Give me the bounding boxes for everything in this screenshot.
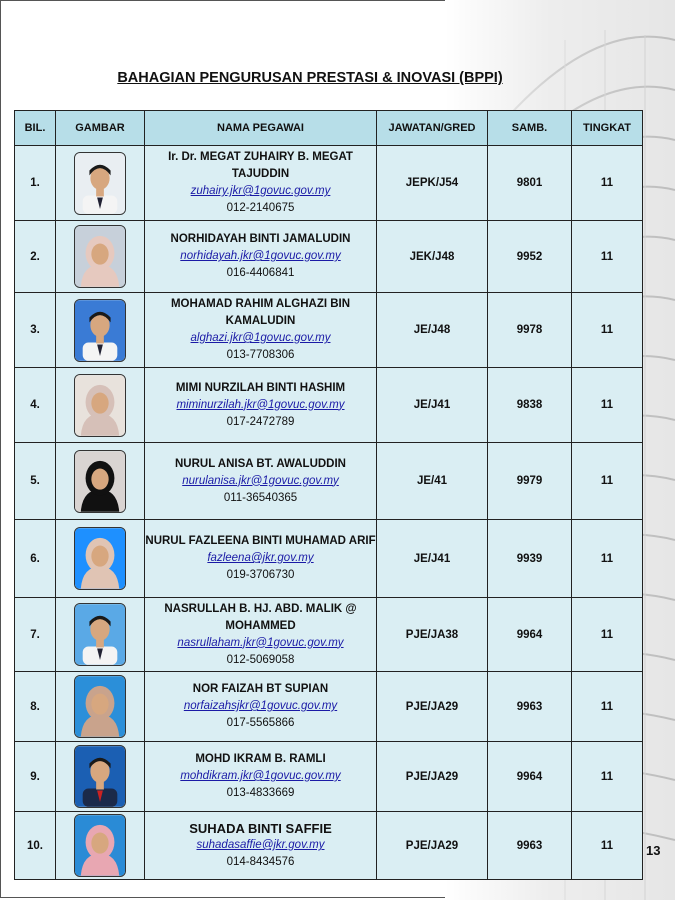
name-cell: [145, 598, 377, 672]
photo-cell: [56, 598, 145, 672]
photo-cell: [56, 221, 145, 293]
grade-cell: JE/41: [377, 443, 488, 520]
row-number: 3.: [15, 293, 56, 368]
staff-email-link[interactable]: suhadasaffie@jkr.gov.my: [196, 839, 325, 851]
staff-photo: [74, 675, 126, 738]
staff-email-link[interactable]: zuhairy.jkr@1govuc.gov.my: [190, 185, 331, 197]
extension-cell: 9979: [488, 443, 572, 520]
row-number: 8.: [15, 672, 56, 742]
staff-photo: [74, 225, 126, 288]
table-row: [15, 520, 643, 598]
staff-phone: 016-4406841: [226, 267, 295, 279]
staff-name: MOHAMAD RAHIM ALGHAZI BIN KAMALUDIN: [170, 298, 351, 327]
staff-phone: 011-36540365: [223, 491, 298, 504]
staff-email-link[interactable]: norhidayah.jkr@1govuc.gov.my: [180, 250, 341, 262]
extension-cell: 9952: [488, 221, 572, 293]
staff-photo: [74, 814, 126, 877]
grade-cell: JE/J48: [377, 293, 488, 368]
staff-name: MOHD IKRAM B. RAMLI: [195, 753, 326, 765]
row-number: 9.: [15, 742, 56, 812]
staff-photo: [74, 527, 126, 590]
grade-cell: JEK/J48: [377, 221, 488, 293]
staff-email-link[interactable]: alghazi.jkr@1govuc.gov.my: [190, 332, 331, 344]
table-row: [15, 742, 643, 812]
staff-email-link[interactable]: nurulanisa.jkr@1govuc.gov.my: [182, 474, 339, 487]
photo-cell: [56, 443, 145, 520]
extension-cell: 9963: [488, 672, 572, 742]
column-header-grade: JAWATAN/GRED: [377, 111, 488, 146]
table-row: [15, 443, 643, 520]
extension-cell: 9978: [488, 293, 572, 368]
table-row: [15, 672, 643, 742]
name-cell: [145, 812, 377, 880]
staff-phone: 013-7708306: [226, 349, 295, 361]
name-cell: [145, 520, 377, 598]
column-header-extension: SAMB.: [488, 111, 572, 146]
floor-cell: 11: [572, 520, 643, 598]
staff-email-link[interactable]: fazleena@jkr.gov.my: [207, 552, 314, 564]
extension-cell: 9963: [488, 812, 572, 880]
staff-phone: 012-2140675: [226, 202, 295, 214]
name-cell: [145, 368, 377, 443]
table-row: [15, 146, 643, 221]
staff-table: [14, 110, 643, 880]
extension-cell: 9939: [488, 520, 572, 598]
table-row: [15, 221, 643, 293]
photo-cell: [56, 293, 145, 368]
name-cell: [145, 221, 377, 293]
staff-email-link[interactable]: miminurzilah.jkr@1govuc.gov.my: [176, 398, 345, 411]
row-number: 5.: [15, 443, 56, 520]
column-header-name: NAMA PEGAWAI: [145, 111, 377, 146]
photo-cell: [56, 812, 145, 880]
extension-cell: 9964: [488, 742, 572, 812]
staff-name: NOR FAIZAH BT SUPIAN: [192, 683, 329, 695]
floor-cell: 11: [572, 443, 643, 520]
table-row: [15, 368, 643, 443]
photo-cell: [56, 742, 145, 812]
grade-cell: PJE/JA29: [377, 672, 488, 742]
name-cell: [145, 672, 377, 742]
grade-cell: JE/J41: [377, 520, 488, 598]
staff-name: NURUL FAZLEENA BINTI MUHAMAD ARIF: [145, 535, 376, 547]
column-header-no: BIL.: [15, 111, 56, 146]
extension-cell: 9838: [488, 368, 572, 443]
grade-cell: PJE/JA38: [377, 598, 488, 672]
row-number: 10.: [15, 812, 56, 880]
page-title: BAHAGIAN PENGURUSAN PRESTASI & INOVASI (BPPI): [117, 70, 503, 86]
staff-name: MIMI NURZILAH BINTI HASHIM: [175, 381, 346, 394]
staff-photo: [74, 603, 126, 666]
staff-photo: [74, 745, 126, 808]
row-number: 2.: [15, 221, 56, 293]
staff-name: Ir. Dr. MEGAT ZUHAIRY B. MEGAT TAJUDDIN: [168, 151, 353, 180]
staff-photo: [74, 374, 126, 437]
table-row: [15, 293, 643, 368]
staff-phone: 017-5565866: [226, 717, 295, 729]
staff-email-link[interactable]: norfaizahsjkr@1govuc.gov.my: [183, 700, 338, 712]
grade-cell: PJE/JA29: [377, 812, 488, 880]
staff-name: NURUL ANISA BT. AWALUDDIN: [174, 457, 346, 470]
staff-email-link[interactable]: mohdikram.jkr@1govuc.gov.my: [180, 770, 341, 782]
extension-cell: 9801: [488, 146, 572, 221]
staff-name: SUHADA BINTI SAFFIE: [189, 821, 332, 836]
name-cell: [145, 293, 377, 368]
floor-cell: 11: [572, 293, 643, 368]
staff-phone: 013-4833669: [226, 787, 295, 799]
staff-photo: [74, 450, 126, 513]
staff-phone: 019-3706730: [226, 569, 295, 581]
table-header-row: [15, 111, 643, 146]
staff-phone: 014-8434576: [226, 856, 295, 868]
staff-name: NASRULLAH B. HJ. ABD. MALIK @ MOHAMMED: [164, 602, 357, 632]
staff-email-link[interactable]: nasrullaham.jkr@1govuc.gov.my: [177, 636, 344, 649]
staff-photo: [74, 152, 126, 215]
staff-photo: [74, 299, 126, 362]
row-number: 7.: [15, 598, 56, 672]
column-header-photo: GAMBAR: [56, 111, 145, 146]
table-row: [15, 598, 643, 672]
floor-cell: 11: [572, 742, 643, 812]
floor-cell: 11: [572, 812, 643, 880]
grade-cell: JE/J41: [377, 368, 488, 443]
staff-name: NORHIDAYAH BINTI JAMALUDIN: [170, 233, 351, 245]
floor-cell: 11: [572, 598, 643, 672]
photo-cell: [56, 146, 145, 221]
grade-cell: JEPK/J54: [377, 146, 488, 221]
photo-cell: [56, 672, 145, 742]
grade-cell: PJE/JA29: [377, 742, 488, 812]
row-number: 1.: [15, 146, 56, 221]
row-number: 6.: [15, 520, 56, 598]
table-row: [15, 812, 643, 880]
name-cell: [145, 742, 377, 812]
photo-cell: [56, 520, 145, 598]
floor-cell: 11: [572, 146, 643, 221]
column-header-floor: TINGKAT: [572, 111, 643, 146]
floor-cell: 11: [572, 672, 643, 742]
floor-cell: 11: [572, 221, 643, 293]
page-number: 13: [646, 843, 661, 858]
floor-cell: 11: [572, 368, 643, 443]
name-cell: [145, 146, 377, 221]
row-number: 4.: [15, 368, 56, 443]
staff-phone: 012-5069058: [226, 653, 295, 666]
staff-phone: 017-2472789: [226, 415, 295, 428]
photo-cell: [56, 368, 145, 443]
extension-cell: 9964: [488, 598, 572, 672]
name-cell: [145, 443, 377, 520]
